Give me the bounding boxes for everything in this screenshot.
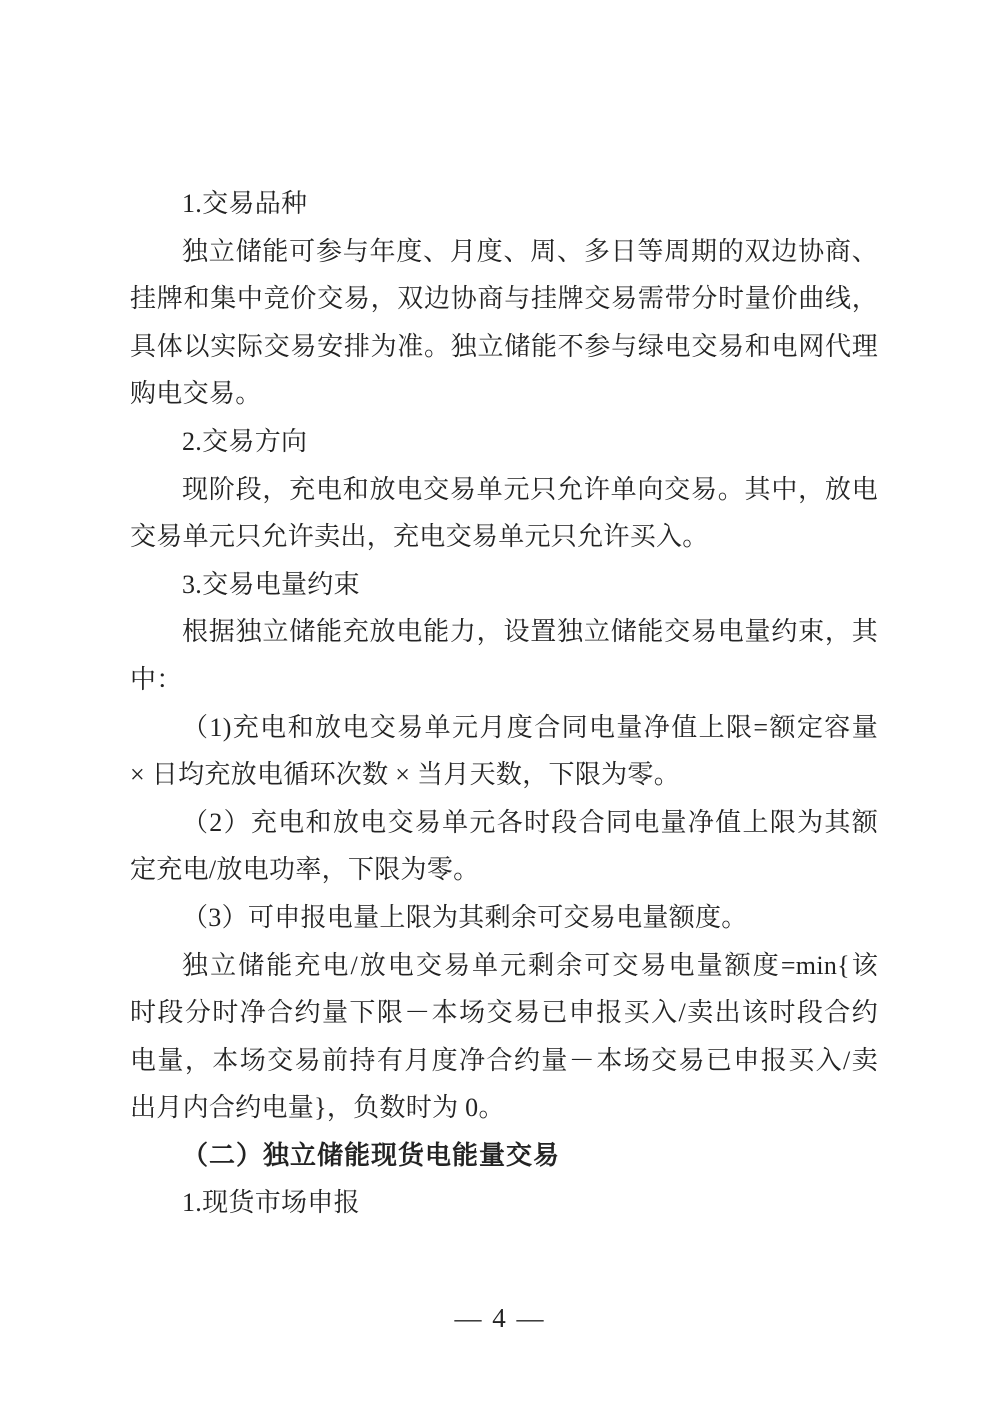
text-line: 具体以实际交易安排为准。独立储能不参与绿电交易和电网代理 <box>130 331 878 361</box>
text-line: 定充电/放电功率，下限为零。 <box>130 855 480 885</box>
paragraph-constraint-item-3 <box>130 894 878 942</box>
text-line: 现阶段，充电和放电交易单元只允许单向交易。其中，放电 <box>182 474 878 504</box>
document-body <box>130 180 878 1227</box>
section-heading-volume-constraint <box>130 561 878 609</box>
page-number: — 4 — <box>454 1303 546 1333</box>
text-line: （3）可申报电量上限为其剩余可交易电量额度。 <box>182 902 748 932</box>
text-line: 1.交易品种 <box>182 189 308 218</box>
paragraph-remaining-quota-formula <box>130 942 878 1132</box>
section-heading-spot-market-declaration <box>130 1179 878 1227</box>
paragraph-trade-direction <box>130 466 878 561</box>
paragraph-trade-variety <box>130 228 878 418</box>
text-line: 时段分时净合约量下限－本场交易已申报买入/卖出该时段合约 <box>130 998 878 1028</box>
text-line: 购电交易。 <box>130 379 262 409</box>
text-line: 中： <box>130 664 183 694</box>
section-heading-trade-direction <box>130 418 878 466</box>
text-line: 挂牌和集中竞价交易，双边协商与挂牌交易需带分时量价曲线， <box>130 284 878 314</box>
text-line: 3.交易电量约束 <box>182 569 360 599</box>
text-line: 根据独立储能充放电能力，设置独立储能交易电量约束，其 <box>182 617 878 647</box>
text-line: （2）充电和放电交易单元各时段合同电量净值上限为其额 <box>182 807 878 837</box>
text-line: （1)充电和放电交易单元月度合同电量净值上限=额定容量 <box>182 712 878 742</box>
section-heading-trade-variety <box>130 180 878 228</box>
paragraph-constraint-intro <box>130 608 878 703</box>
text-line: 独立储能可参与年度、月度、周、多日等周期的双边协商、 <box>182 236 878 266</box>
paragraph-constraint-item-1 <box>130 704 878 799</box>
text-line: （二）独立储能现货电能量交易 <box>182 1140 561 1170</box>
text-line: 2.交易方向 <box>182 426 308 456</box>
text-line: 出月内合约电量}，负数时为 0。 <box>130 1093 505 1123</box>
section-heading-spot-energy-trading <box>130 1132 878 1180</box>
text-line: 交易单元只允许卖出，充电交易单元只允许买入。 <box>130 522 709 552</box>
text-line: 独立储能充电/放电交易单元剩余可交易电量额度=min{该 <box>182 950 878 980</box>
text-line: 电量，本场交易前持有月度净合约量－本场交易已申报买入/卖 <box>130 1045 878 1075</box>
text-line: × 日均充放电循环次数 × 当月天数，下限为零。 <box>130 760 681 790</box>
text-line: 1.现货市场申报 <box>182 1188 360 1218</box>
paragraph-constraint-item-2 <box>130 799 878 894</box>
